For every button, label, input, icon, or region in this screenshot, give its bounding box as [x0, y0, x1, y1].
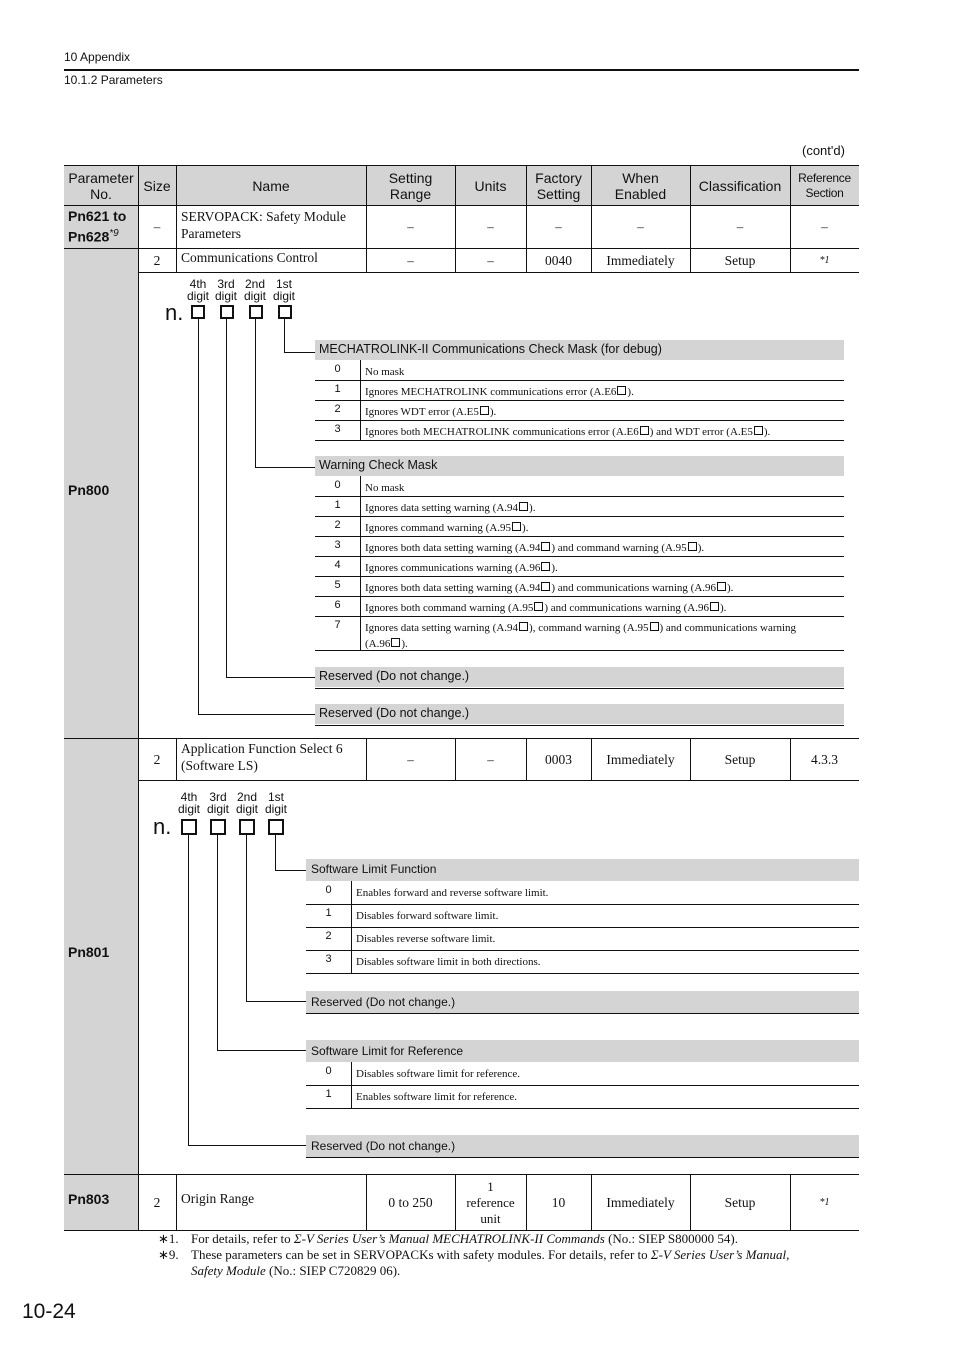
option-value: 0	[325, 884, 332, 896]
pn803-name: Origin Range	[181, 1191, 255, 1206]
pn800-g1-title: MECHATROLINK-II Communications Check Mask (for debug)	[319, 342, 662, 356]
col-header-param: Parameter No.	[68, 169, 134, 202]
pn621-range: –	[407, 219, 414, 234]
col-header-units: Units	[474, 177, 507, 194]
pn803-size: 2	[153, 1194, 161, 1210]
page-number: 10-24	[22, 1300, 76, 1323]
option-description: Ignores WDT error (A.E5 ).	[365, 406, 497, 418]
option-description: Ignores data setting warning (A.94 ), command warning (A.95 ) and communications warning (A.96 ).	[365, 622, 797, 650]
pn800-range: –	[407, 252, 414, 268]
pn803-class: Setup	[724, 1194, 756, 1210]
option-description: Ignores command warning (A.95 ).	[365, 522, 529, 534]
option-description: Ignores communications warning (A.96 ).	[365, 562, 558, 574]
pn800-digit4-label: 4th digit	[187, 277, 210, 303]
pn801-digit4-label: 4th digit	[178, 790, 201, 816]
pn801-g1-title: Software Limit Function	[311, 862, 437, 876]
option-value: 5	[334, 579, 341, 591]
option-value: 4	[334, 559, 341, 571]
col-header-classification: Classification	[698, 177, 782, 194]
option-description: No mask	[365, 482, 405, 494]
pn801-class: Setup	[724, 751, 756, 767]
pn801-reserved-4th: Reserved (Do not change.)	[311, 1139, 456, 1153]
pn800-class: Setup	[724, 252, 756, 268]
col-header-setting-range: Setting Range	[388, 169, 433, 202]
option-value: 2	[325, 930, 332, 942]
pn801-digit2-box	[239, 819, 255, 835]
param-pn800: Pn800	[68, 482, 110, 498]
footnote-9: ∗9. These parameters can be set in SERVOPACKs with safety modules. For details, refer to Σ-V Series User’s Manual, Safety Module (No.: SIEP C720829 06).	[158, 1247, 790, 1278]
pn800-digit3-box	[220, 305, 234, 319]
option-description: Ignores data setting warning (A.94 ).	[365, 502, 536, 514]
pn801-units: –	[487, 751, 494, 767]
section-header: 10.1.2 Parameters	[64, 73, 163, 87]
pn801-name: Application Function Select 6 (Software LS)	[181, 741, 343, 773]
footnote-1: ∗1. For details, refer to Σ-V Series User’s Manual MECHATROLINK-II Commands (No.: SIEP S800000 54).	[158, 1231, 738, 1246]
option-description: Ignores both data setting warning (A.94 ) and communications warning (A.96 ).	[365, 582, 734, 594]
pn621-ref: –	[821, 219, 828, 234]
option-value: 1	[325, 907, 332, 919]
pn621-name: SERVOPACK: Safety Module Parameters	[181, 209, 346, 241]
option-description: Disables software limit for reference.	[356, 1068, 521, 1080]
pn801-factory: 0003	[545, 751, 572, 767]
pn801-g3-title: Software Limit for Reference	[311, 1044, 464, 1058]
pn801-digit3-label: 3rd digit	[207, 790, 230, 816]
param-pn803: Pn803	[68, 1191, 110, 1207]
option-description: Enables forward and reverse software limit.	[356, 887, 549, 899]
col-header-name: Name	[252, 177, 290, 194]
option-description: No mask	[365, 366, 405, 378]
pn800-digit1-box	[278, 305, 292, 319]
pn803-range: 0 to 250	[388, 1194, 433, 1210]
pn800-size: 2	[153, 252, 161, 268]
option-description: Ignores both data setting warning (A.94 ) and command warning (A.95 ).	[365, 542, 705, 554]
pn801-range: –	[407, 751, 414, 767]
option-value: 0	[334, 363, 341, 375]
pn801-digit1-label: 1st digit	[265, 790, 288, 816]
pn800-name: Communications Control	[181, 250, 318, 265]
option-value: 3	[325, 953, 332, 965]
param-column-bg	[64, 206, 138, 1230]
pn803-ref: *1	[819, 1197, 830, 1208]
header-rule	[64, 69, 859, 71]
pn621-factory: –	[555, 219, 562, 234]
pn621-size: –	[153, 219, 161, 234]
option-description: Ignores both MECHATROLINK communications error (A.E6 ) and WDT error (A.E5 ).	[365, 426, 771, 438]
pn800-g2-title: Warning Check Mask	[319, 458, 438, 472]
pn621-when: –	[637, 219, 644, 234]
option-description: Enables software limit for reference.	[356, 1091, 517, 1103]
option-value: 6	[334, 599, 341, 611]
col-header-when: When Enabled	[614, 169, 667, 202]
pn801-ref: 4.3.3	[811, 751, 838, 767]
option-description: Ignores both command warning (A.95 ) and communications warning (A.96 ).	[365, 602, 727, 614]
pn800-units: –	[487, 252, 494, 268]
option-value: 1	[334, 499, 341, 511]
pn803-when: Immediately	[606, 1194, 675, 1210]
pn800-reserved-4th: Reserved (Do not change.)	[319, 706, 470, 720]
pn800-digit2-label: 2nd digit	[244, 277, 267, 303]
pn801-digit3-box	[210, 819, 226, 835]
option-description: Disables software limit in both directions.	[356, 956, 541, 968]
pn800-factory: 0040	[545, 252, 572, 268]
pn801-digit1-box	[268, 819, 284, 835]
option-value: 3	[334, 423, 341, 435]
pn621-units: –	[487, 219, 494, 234]
contd-label: (cont'd)	[802, 143, 845, 158]
pn803-factory: 10	[551, 1194, 566, 1210]
option-description: Disables reverse software limit.	[356, 933, 496, 945]
pn803-units: 1 reference unit	[466, 1178, 515, 1226]
pn800-digit3-label: 3rd digit	[215, 277, 238, 303]
pn800-n-prefix: n.	[165, 300, 184, 325]
option-description: Disables forward software limit.	[356, 910, 499, 922]
pn800-ref: *1	[819, 255, 830, 266]
pn801-when: Immediately	[606, 751, 675, 767]
pn800-reserved-3rd: Reserved (Do not change.)	[319, 669, 470, 683]
option-value: 2	[334, 403, 341, 415]
pn801-digit2-label: 2nd digit	[236, 790, 259, 816]
param-pn621: Pn621 to Pn628$^{*9}$	[68, 208, 127, 245]
param-pn801: Pn801	[68, 944, 110, 960]
pn801-size: 2	[153, 751, 161, 767]
pn800-digit1-label: 1st digit	[273, 277, 296, 303]
pn801-reserved-2nd: Reserved (Do not change.)	[311, 995, 456, 1009]
col-header-size: Size	[143, 177, 171, 194]
pn800-digit4-box	[191, 305, 205, 319]
option-value: 1	[325, 1088, 332, 1100]
col-header-factory: Factory Setting	[535, 169, 582, 202]
chapter-header: 10 Appendix	[64, 50, 131, 64]
col-header-reference: Reference Section	[798, 170, 851, 200]
option-value: 1	[334, 383, 341, 395]
pn801-n-prefix: n.	[153, 814, 172, 839]
pn801-digit4-box	[181, 819, 197, 835]
option-description: Ignores MECHATROLINK communications error (A.E6 ).	[365, 386, 634, 398]
option-value: 3	[334, 539, 341, 551]
pn621-class: –	[736, 219, 744, 234]
pn800-digit2-box	[249, 305, 263, 319]
option-value: 7	[334, 619, 341, 631]
option-value: 0	[325, 1065, 332, 1077]
option-value: 0	[334, 479, 341, 491]
pn800-when: Immediately	[606, 252, 675, 268]
option-value: 2	[334, 519, 341, 531]
